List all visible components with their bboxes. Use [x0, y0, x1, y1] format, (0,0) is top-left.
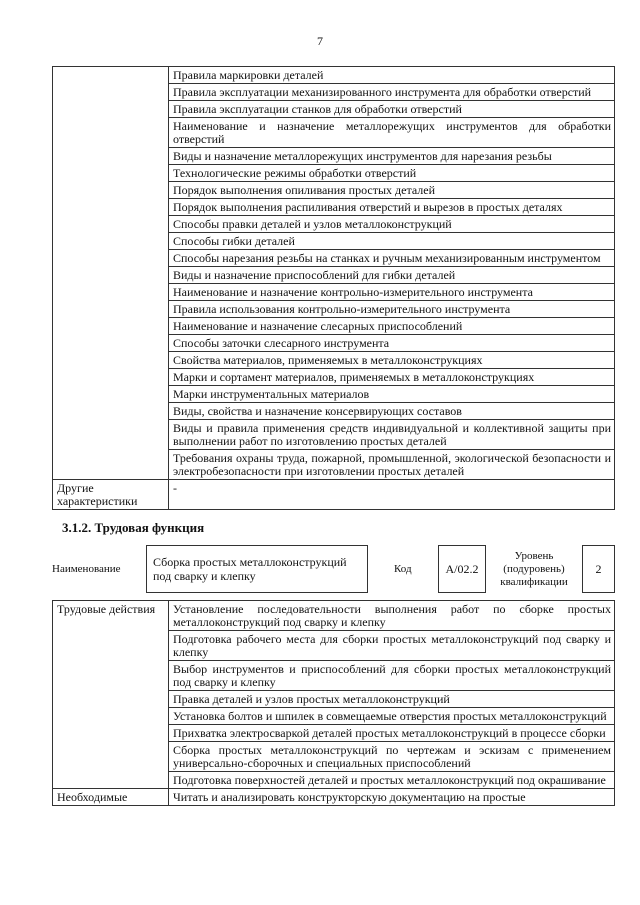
row-item: Установление последовательности выполнения работ по сборке простых металлоконструкций под сварку и клепку — [169, 601, 615, 631]
labor-actions-table — [52, 600, 615, 806]
row-item: Выбор инструментов и приспособлений для сборки простых металлоконструкций под сварку и клепку — [169, 661, 615, 691]
row-item: Читать и анализировать конструкторскую документацию на простые — [169, 789, 615, 806]
row-item: Подготовка поверхностей деталей и простых металлоконструкций под окрашивание — [169, 772, 615, 789]
row-item: Виды и назначение приспособлений для гибки деталей — [169, 267, 615, 284]
row-item: Правила эксплуатации станков для обработки отверстий — [169, 101, 615, 118]
row-item: Способы нарезания резьбы на станках и ручным механизированным инструментом — [169, 250, 615, 267]
row-item: Наименование и назначение металлорежущих инструментов для обработки отверстий — [169, 118, 615, 148]
row-item: Правила эксплуатации механизированного инструмента для обработки отверстий — [169, 84, 615, 101]
section-heading: 3.1.2. Трудовая функция — [62, 520, 205, 535]
row-item: Подготовка рабочего места для сборки простых металлоконструкций под сварку и клепку — [169, 631, 615, 661]
row-item: Способы заточки слесарного инструмента — [169, 335, 615, 352]
name-label: Наименование — [52, 563, 121, 575]
labor-function-header — [52, 545, 615, 593]
row-label: Другие характеристики — [53, 480, 169, 510]
row-label: Трудовые действия — [53, 601, 169, 789]
row-label: Необходимые — [53, 789, 169, 806]
table-row — [53, 480, 615, 510]
row-item: Наименование и назначение контрольно-измерительного инструмента — [169, 284, 615, 301]
table-row — [53, 789, 615, 806]
row-item: Свойства материалов, применяемых в металлоконструкциях — [169, 352, 615, 369]
row-item: Сборка простых металлоконструкций по чертежам и эскизам с применением универсально-сборочных и специальных приспособлений — [169, 742, 615, 772]
row-item: Порядок выполнения опиливания простых деталей — [169, 182, 615, 199]
knowledge-table — [52, 66, 615, 510]
row-item: Требования охраны труда, пожарной, промышленной, экологической безопасности и электробезопасности при изготовлении простых деталей — [169, 450, 615, 480]
row-item: Наименование и назначение слесарных приспособлений — [169, 318, 615, 335]
function-name: Сборка простых металлоконструкций под сварку и клепку — [146, 545, 368, 593]
row-item: Технологические режимы обработки отверстий — [169, 165, 615, 182]
row-item: Способы правки деталей и узлов металлоконструкций — [169, 216, 615, 233]
row-item: Прихватка электросваркой деталей простых металлоконструкций в процессе сборки — [169, 725, 615, 742]
row-item: Правила использования контрольно-измерительного инструмента — [169, 301, 615, 318]
row-item: Правила маркировки деталей — [169, 67, 615, 84]
row-item: Установка болтов и шпилек в совмещаемые отверстия простых металлоконструкций — [169, 708, 615, 725]
row-item: Марки инструментальных материалов — [169, 386, 615, 403]
table-row — [53, 601, 615, 631]
level-value: 2 — [582, 545, 615, 593]
page-number: 7 — [317, 34, 323, 48]
row-item: Виды и правила применения средств индивидуальной и коллективной защиты при выполнении работ по изготовлению простых деталей — [169, 420, 615, 450]
row-label — [53, 67, 169, 480]
row-item: Способы гибки деталей — [169, 233, 615, 250]
row-item: Порядок выполнения распиливания отверстий и вырезов в простых деталях — [169, 199, 615, 216]
row-item: Марки и сортамент материалов, применяемых в металлоконструкциях — [169, 369, 615, 386]
row-item: - — [169, 480, 615, 510]
level-label: Уровень (подуровень) квалификации — [500, 549, 568, 588]
function-code: A/02.2 — [438, 545, 486, 593]
row-item: Правка деталей и узлов простых металлоконструкций — [169, 691, 615, 708]
table-row — [53, 67, 615, 84]
code-label: Код — [394, 563, 412, 575]
row-item: Виды, свойства и назначение консервирующих составов — [169, 403, 615, 420]
row-item: Виды и назначение металлорежущих инструментов для нарезания резьбы — [169, 148, 615, 165]
